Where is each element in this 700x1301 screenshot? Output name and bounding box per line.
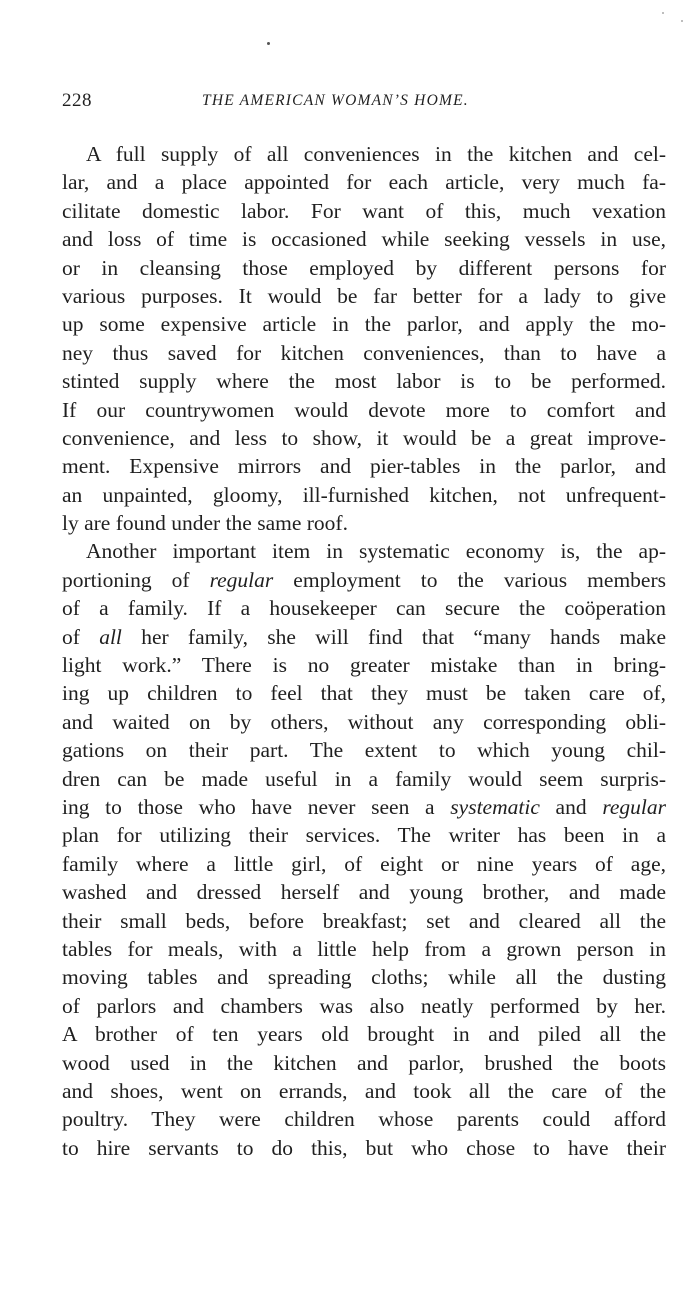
text-line: light work.” There is no greater mistake than in bring- — [62, 653, 666, 678]
text-line: an unpainted, gloomy, ill-furnished kitchen, not unfrequent- — [62, 482, 666, 507]
text-line: dren can be made useful in a family would seem surpris- — [62, 766, 666, 791]
text-line: A brother of ten years old brought in and piled all the — [62, 1022, 666, 1047]
text-line: and shoes, went on errands, and took all the care of the — [62, 1078, 666, 1103]
text-line: washed and dressed herself and young brother, and made — [62, 880, 666, 905]
text-line: of all her family, she will find that “many hands make — [62, 624, 666, 649]
text-line: poultry. They were children whose parents could afford — [62, 1107, 666, 1132]
text-line: ney thus saved for kitchen conveniences, than to have a — [62, 340, 666, 365]
text-line: wood used in the kitchen and parlor, brushed the boots — [62, 1050, 666, 1075]
page-header — [62, 90, 664, 114]
text-line: convenience, and less to show, it would be a great improve- — [62, 425, 666, 450]
text-line: of a family. If a housekeeper can secure the coöperation — [62, 596, 666, 621]
text-line: lar, and a place appointed for each article, very much fa- — [62, 170, 666, 195]
text-line: ly are found under the same roof. — [62, 511, 348, 536]
text-line: ing to those who have never seen a systematic and regular — [62, 794, 666, 819]
body-text — [62, 140, 666, 1162]
text-line: ment. Expensive mirrors and pier-tables in the parlor, and — [62, 454, 666, 479]
text-line: to hire servants to do this, but who chose to have their — [62, 1135, 666, 1160]
page-speck — [267, 42, 270, 45]
text-line: plan for utilizing their services. The writer has been in a — [62, 823, 666, 848]
text-line: gations on their part. The extent to which young chil- — [62, 738, 666, 763]
emphasis: regular — [209, 567, 274, 592]
text-line: various purposes. It would be far better for a lady to give — [62, 283, 666, 308]
page-speck — [662, 12, 664, 14]
text-line: up some expensive article in the parlor, and apply the mo- — [62, 312, 666, 337]
text-line: Another important item in systematic economy is, the ap- — [86, 539, 666, 564]
page-number: 228 — [62, 90, 92, 111]
text-line: If our countrywomen would devote more to comfort and — [62, 397, 666, 422]
emphasis: systematic — [450, 794, 540, 819]
text-line: and waited on by others, without any corresponding obli- — [62, 709, 666, 734]
text-line: ing up children to feel that they must be taken care of, — [62, 681, 666, 706]
text-line: or in cleansing those employed by different persons for — [62, 255, 666, 280]
text-line: A full supply of all conveniences in the kitchen and cel- — [86, 142, 666, 166]
text-line: stinted supply where the most labor is to be performed. — [62, 369, 666, 394]
text-line: portioning of regular employment to the various members — [62, 567, 666, 592]
emphasis: regular — [602, 794, 666, 819]
text-line: of parlors and chambers was also neatly performed by her. — [62, 993, 666, 1018]
text-line: moving tables and spreading cloths; while all the dusting — [62, 965, 666, 990]
text-line: their small beds, before breakfast; set and cleared all the — [62, 908, 666, 933]
text-line: family where a little girl, of eight or nine years of age, — [62, 851, 666, 876]
text-line: cilitate domestic labor. For want of this, much vexation — [62, 198, 666, 223]
running-head: THE AMERICAN WOMAN’S HOME. — [202, 92, 469, 109]
text-line: and loss of time is occasioned while seeking vessels in use, — [62, 227, 666, 252]
text-line: tables for meals, with a little help from a grown person in — [62, 936, 666, 961]
emphasis: all — [99, 624, 122, 649]
page-speck — [681, 20, 683, 22]
